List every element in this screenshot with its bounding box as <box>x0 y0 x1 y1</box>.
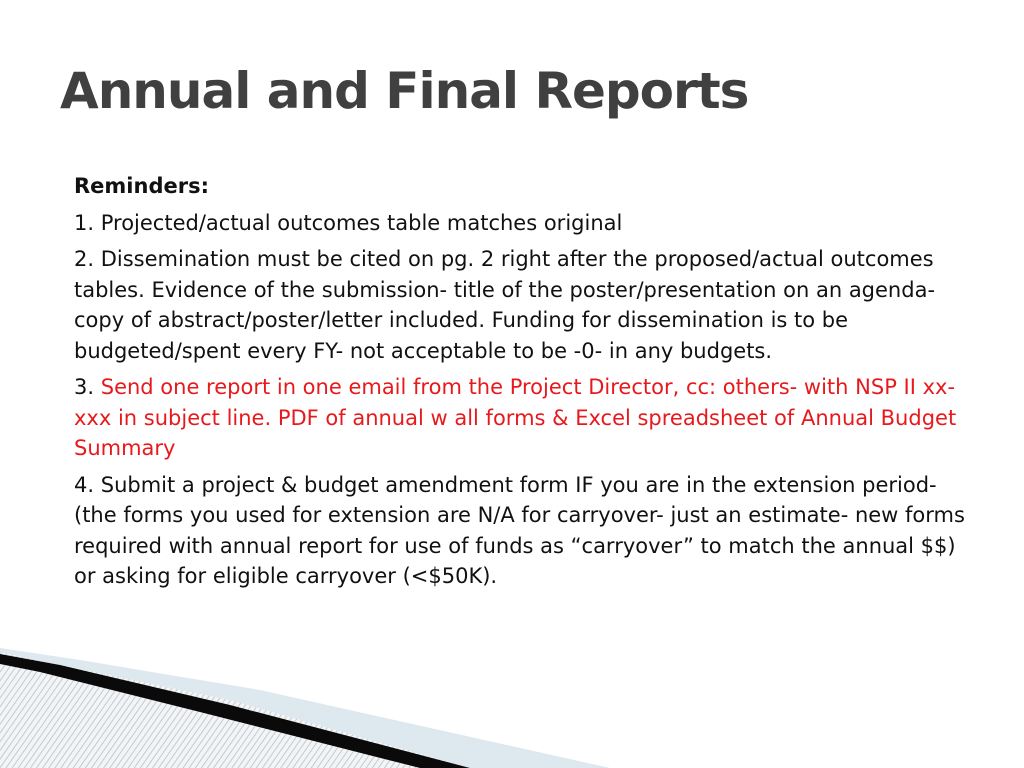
decor-light-band <box>0 648 610 768</box>
reminder-text-1: Projected/actual outcomes table matches original <box>100 210 623 235</box>
decor-dark-swoosh <box>0 654 470 768</box>
reminder-text-3: Send one report in one email from the Project Director, cc: others- with NSP II xx-xxx in subject line. PDF of annual w all forms & Excel spreadsheet of Annual Budget Summary <box>74 375 957 460</box>
reminders-heading: Reminders: <box>74 174 209 198</box>
reminder-item-1 <box>74 208 974 239</box>
reminder-number-2: 2. <box>74 247 95 271</box>
slide-body <box>74 171 974 598</box>
slide-title: Annual and Final Reports <box>60 62 749 120</box>
reminder-text-4: Submit a project & budget amendment form IF you are in the extension period-(the forms you used for extension are N/A for carryover- just an estimate- new forms required with annual report for use of funds as “carryover” to match the annual $$) or asking for eligible carryover (<$50K). <box>74 472 965 588</box>
reminder-item-3 <box>74 372 974 464</box>
reminder-text-2: Dissemination must be cited on pg. 2 right after the proposed/actual outcomes tables. Evidence of the submission- title of the poster/presentation on an agenda- copy of abstract/poster/letter included. Funding for dissemination is to be budgeted/spent every FY- not acceptable to be -0- in any budgets. <box>74 247 936 363</box>
reminder-item-2 <box>74 244 974 366</box>
reminder-number-4: 4. <box>74 472 95 497</box>
reminder-number-3: 3. <box>74 375 95 399</box>
decor-hatch-band <box>0 652 470 768</box>
reminder-number-1: 1. <box>74 210 95 235</box>
reminder-item-4 <box>74 470 974 592</box>
